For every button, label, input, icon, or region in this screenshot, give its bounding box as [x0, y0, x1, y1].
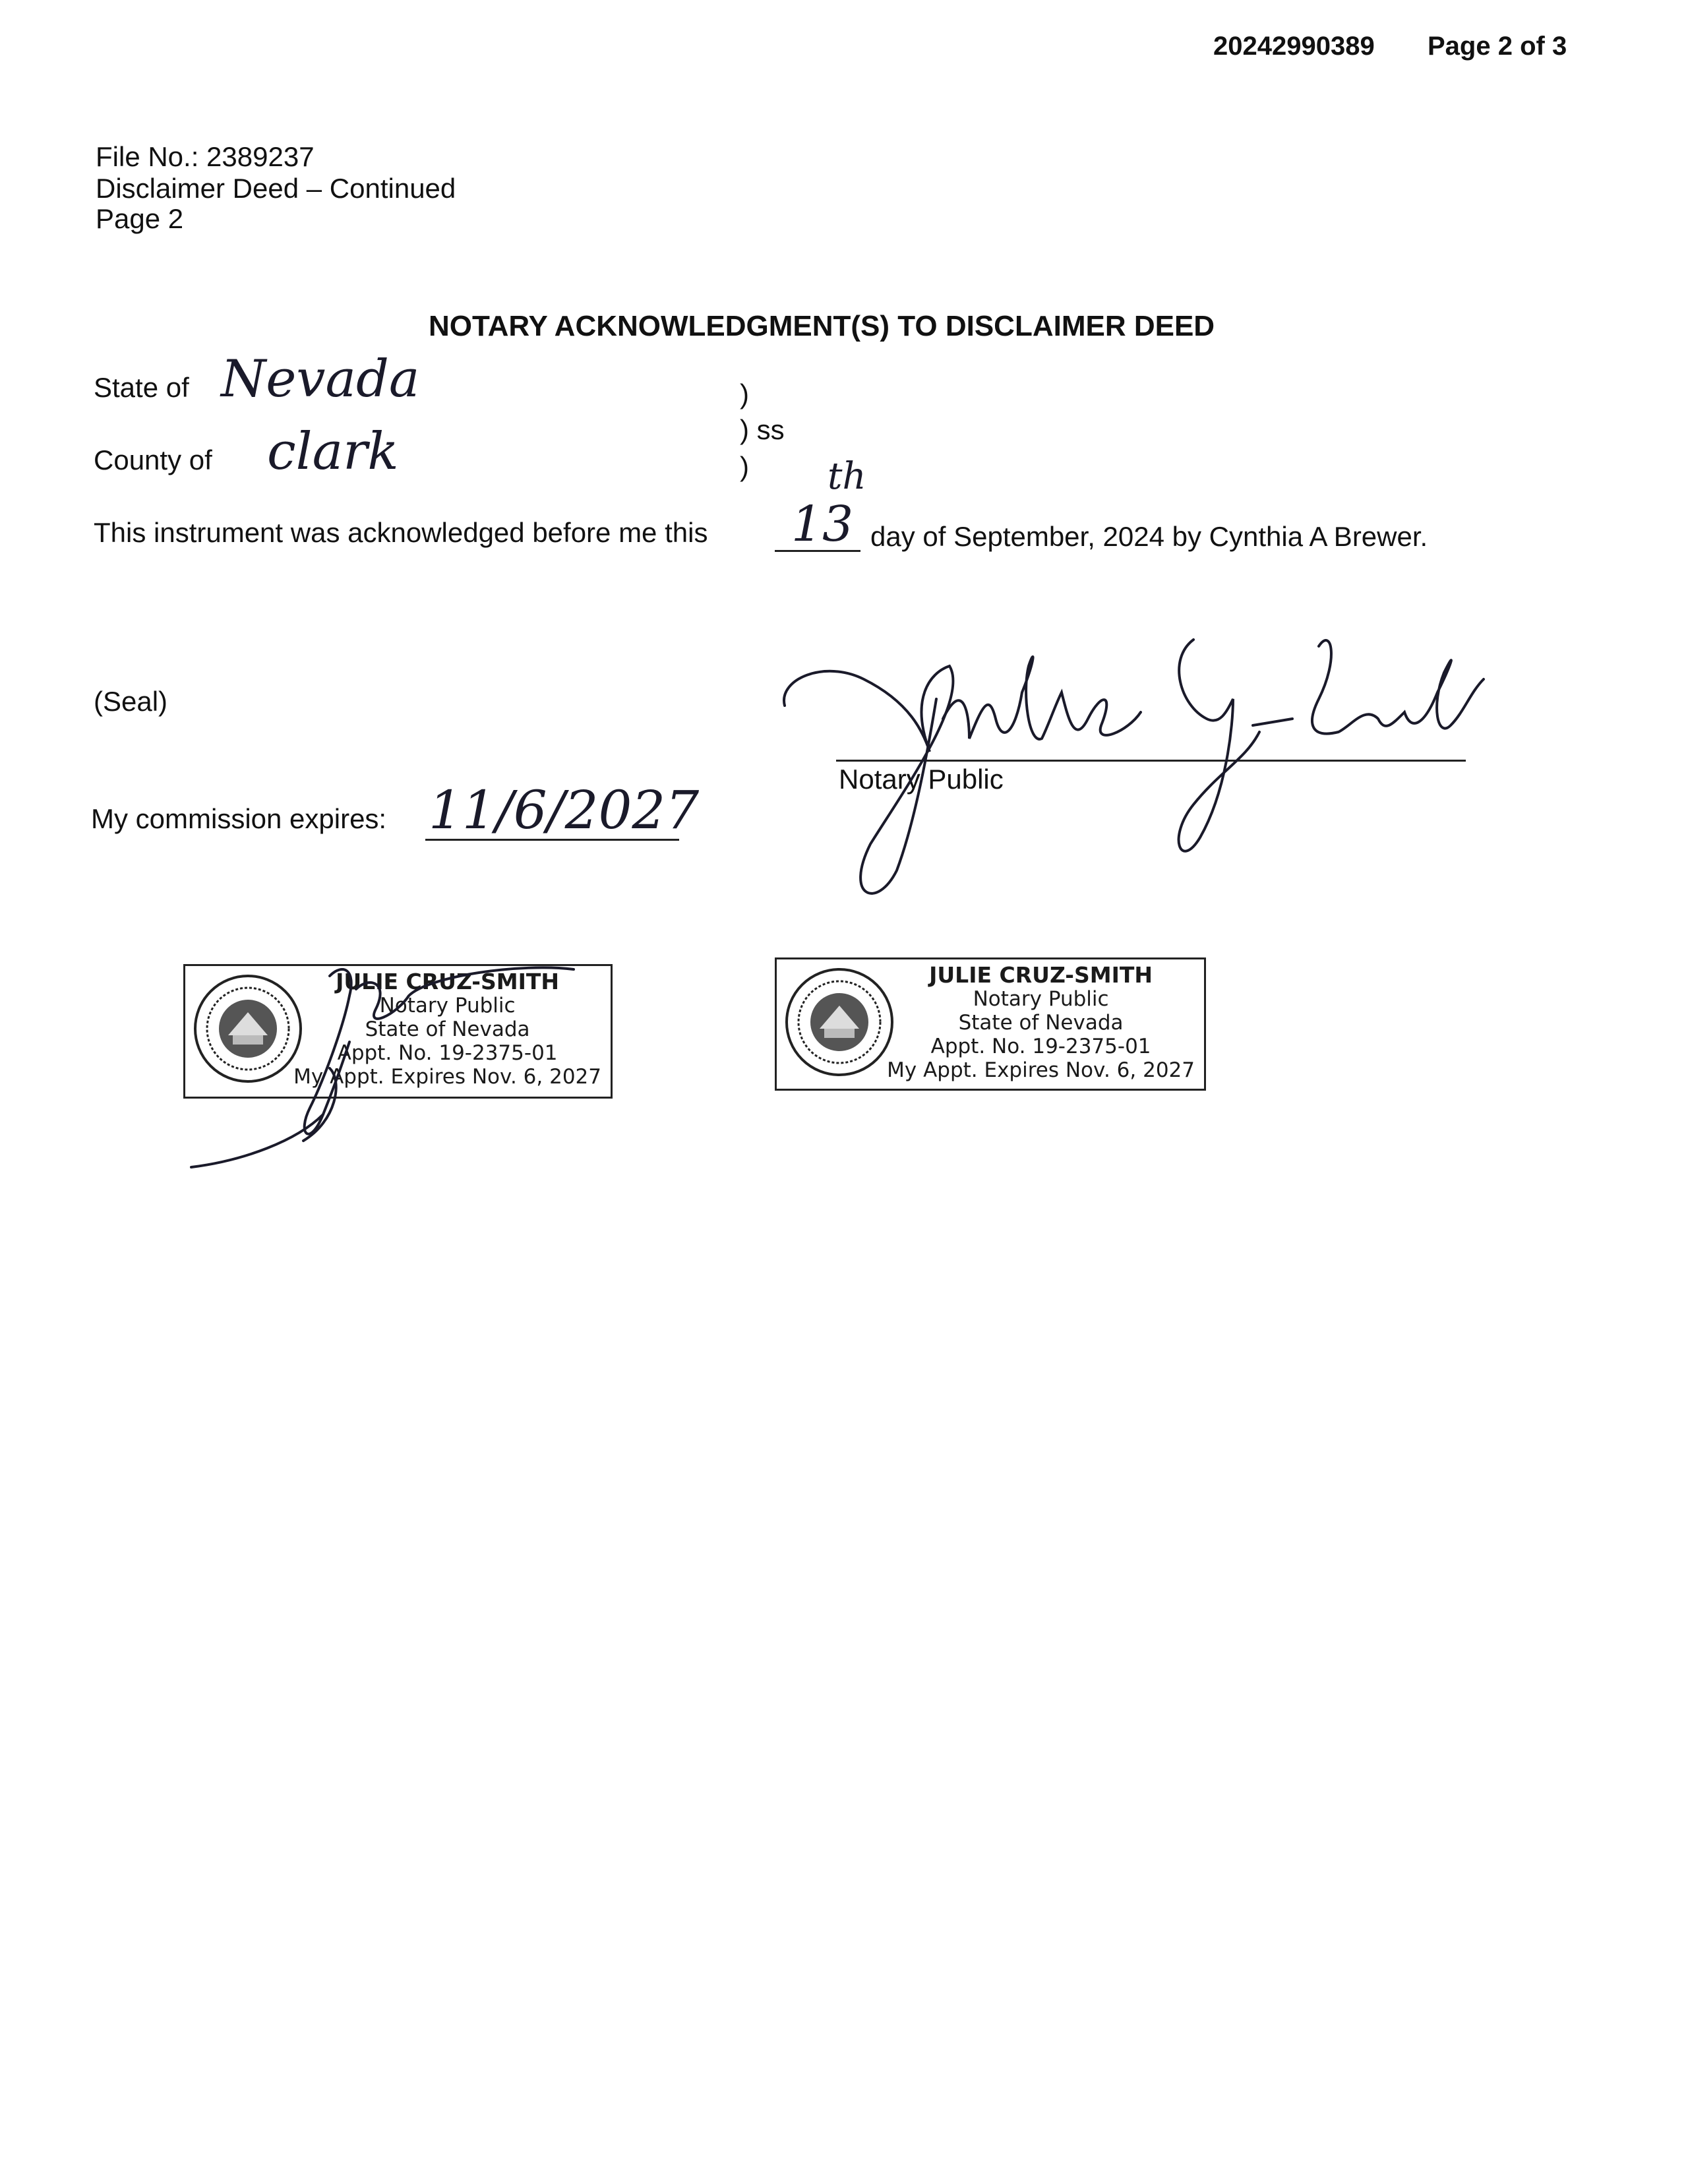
stamp-state: State of Nevada: [365, 1017, 530, 1041]
ack-text-before: This instrument was acknowledged before me this: [94, 517, 708, 548]
stamp-title: Notary Public: [973, 987, 1109, 1011]
page-indicator: Page 2 of 3: [1428, 32, 1567, 61]
venue-ss: ) ss: [740, 414, 785, 445]
stamp-appt-no: Appt. No. 19-2375-01: [337, 1041, 558, 1065]
county-value-handwritten: clark: [267, 422, 399, 481]
file-no-value: 2389237: [206, 141, 315, 172]
state-value-handwritten: Nevada: [221, 349, 420, 409]
notary-stamp-right: [775, 957, 1206, 1091]
stamp-name: JULIE CRUZ-SMITH: [929, 962, 1153, 988]
notary-heading: NOTARY ACKNOWLEDGMENT(S) TO DISCLAIMER DEED: [429, 310, 1215, 342]
seal-label: (Seal): [94, 686, 168, 717]
venue-paren-3: ): [740, 451, 749, 482]
stamp-overlay-signature: [178, 950, 600, 1174]
stamp-state: State of Nevada: [958, 1011, 1124, 1035]
day-value-handwritten: 13: [791, 496, 854, 553]
notary-signature: [771, 620, 1517, 910]
stamp-appt-no: Appt. No. 19-2375-01: [930, 1035, 1151, 1058]
document-continued-title: Disclaimer Deed – Continued: [96, 173, 456, 204]
file-no-label: File No.:: [96, 141, 199, 172]
commission-value-handwritten: 11/6/2027: [429, 779, 700, 841]
document-number: 20242990389: [1213, 32, 1375, 61]
notary-public-label: Notary Public: [839, 764, 1004, 795]
stamp-right-text: [887, 963, 1195, 1082]
commission-label: My commission expires:: [91, 803, 387, 834]
stamp-expires: My Appt. Expires Nov. 6, 2027: [887, 1058, 1195, 1082]
venue-paren-1: ): [740, 379, 749, 410]
ack-text-after: day of September, 2024 by Cynthia A Brewer.: [870, 521, 1428, 552]
page-number: Page 2: [96, 203, 184, 234]
county-label: County of: [94, 444, 212, 475]
stamp-name: JULIE CRUZ-SMITH: [336, 969, 560, 994]
file-no-line: [96, 141, 315, 173]
stamp-title: Notary Public: [379, 994, 516, 1017]
state-label: State of: [94, 372, 189, 403]
day-suffix-handwritten: th: [828, 455, 866, 498]
stamp-expires: My Appt. Expires Nov. 6, 2027: [293, 1065, 601, 1089]
state-seal-icon: [783, 966, 895, 1078]
